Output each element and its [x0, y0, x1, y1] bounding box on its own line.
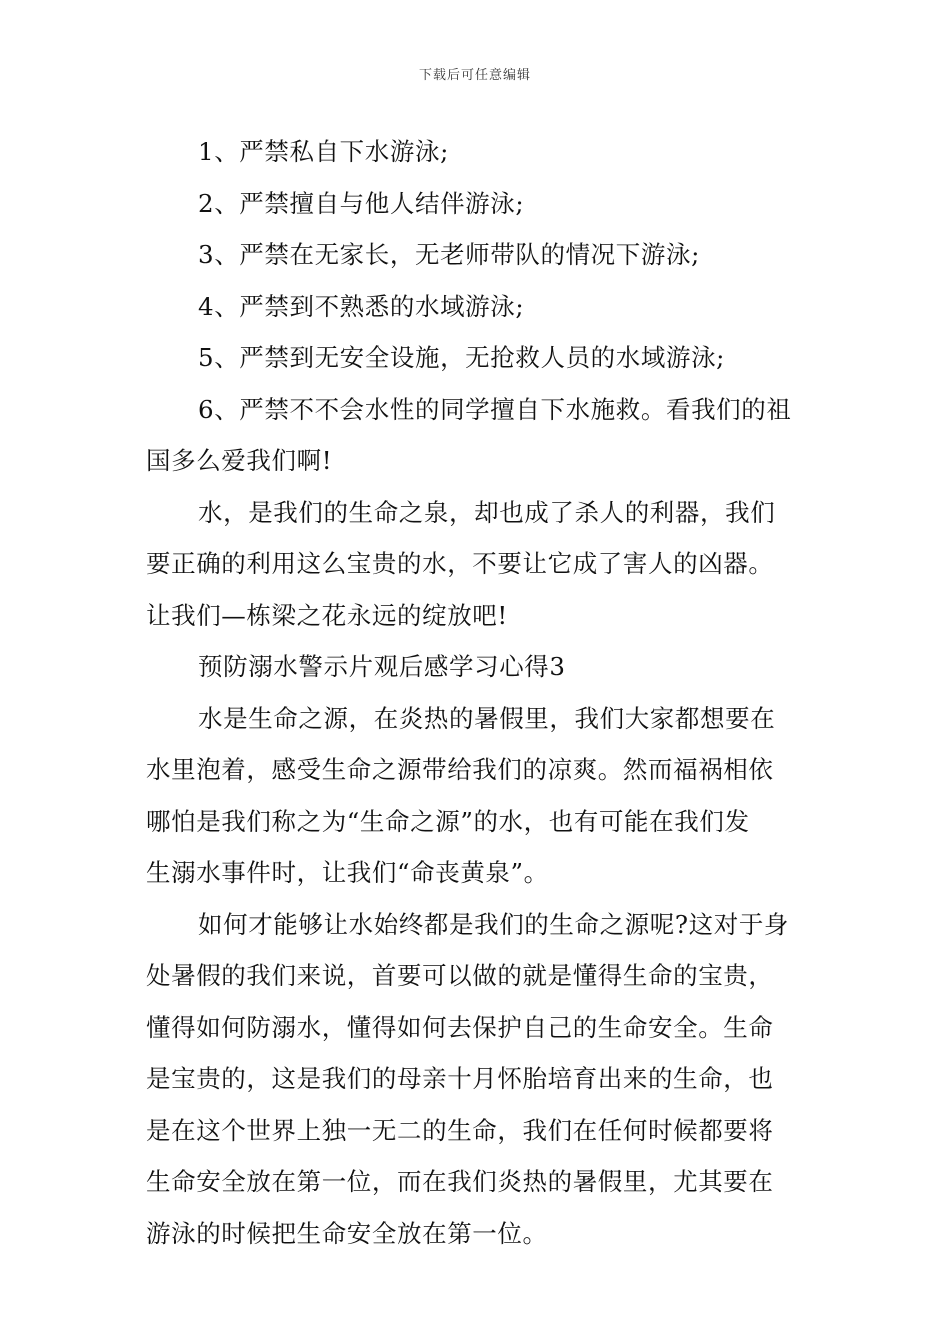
- text-line: 要正确的利用这么宝贵的水，不要让它成了害人的凶器。: [146, 549, 774, 578]
- rule-line-1: 1、严禁私自下水游泳;: [198, 137, 449, 166]
- page-header: 下载后可任意编辑: [418, 68, 531, 83]
- section-heading: 预防溺水警示片观后感学习心得3: [198, 652, 566, 681]
- text-line: 水里泡着，感受生命之源带给我们的凉爽。然而福祸相依: [146, 755, 774, 784]
- text-line: 懂得如何防溺水，懂得如何去保护自己的生命安全。生命: [146, 1012, 774, 1042]
- text-line: 是宝贵的，这是我们的母亲十月怀胎培育出来的生命，也: [146, 1064, 774, 1093]
- rule-line-3: 3、严禁在无家长，无老师带队的情况下游泳;: [198, 240, 700, 269]
- text-line: 是在这个世界上独一无二的生命，我们在任何时候都要将: [146, 1115, 774, 1145]
- text-line: 生溺水事件时，让我们“命丧黄泉”。: [146, 858, 549, 887]
- rule-line-2: 2、严禁擅自与他人结伴游泳;: [198, 188, 525, 218]
- rule-line-5: 5、严禁到无安全设施，无抢救人员的水域游泳;: [198, 343, 726, 372]
- text-line: 水是生命之源，在炎热的暑假里，我们大家都想要在: [198, 703, 776, 733]
- rule-line-6: 6、严禁不不会水性的同学擅自下水施救。看我们的祖: [198, 394, 792, 424]
- text-line: 游泳的时候把生命安全放在第一位。: [146, 1218, 548, 1248]
- text-line: 生命安全放在第一位，而在我们炎热的暑假里，尤其要在: [146, 1167, 774, 1196]
- text-line: 哪怕是我们称之为“生命之源”的水，也有可能在我们发: [146, 806, 750, 836]
- text-line: 如何才能够让水始终都是我们的生命之源呢?这对于身: [198, 909, 790, 939]
- document-body: [146, 126, 811, 1259]
- text-line: 国多么爱我们啊!: [146, 446, 333, 475]
- text-line: 让我们—栋梁之花永远的绽放吧!: [146, 600, 508, 630]
- rule-line-4: 4、严禁到不熟悉的水域游泳;: [198, 291, 525, 321]
- text-line: 处暑假的我们来说，首要可以做的就是懂得生命的宝贵，: [146, 961, 774, 990]
- text-line: 水，是我们的生命之泉，却也成了杀人的利器，我们: [198, 497, 776, 527]
